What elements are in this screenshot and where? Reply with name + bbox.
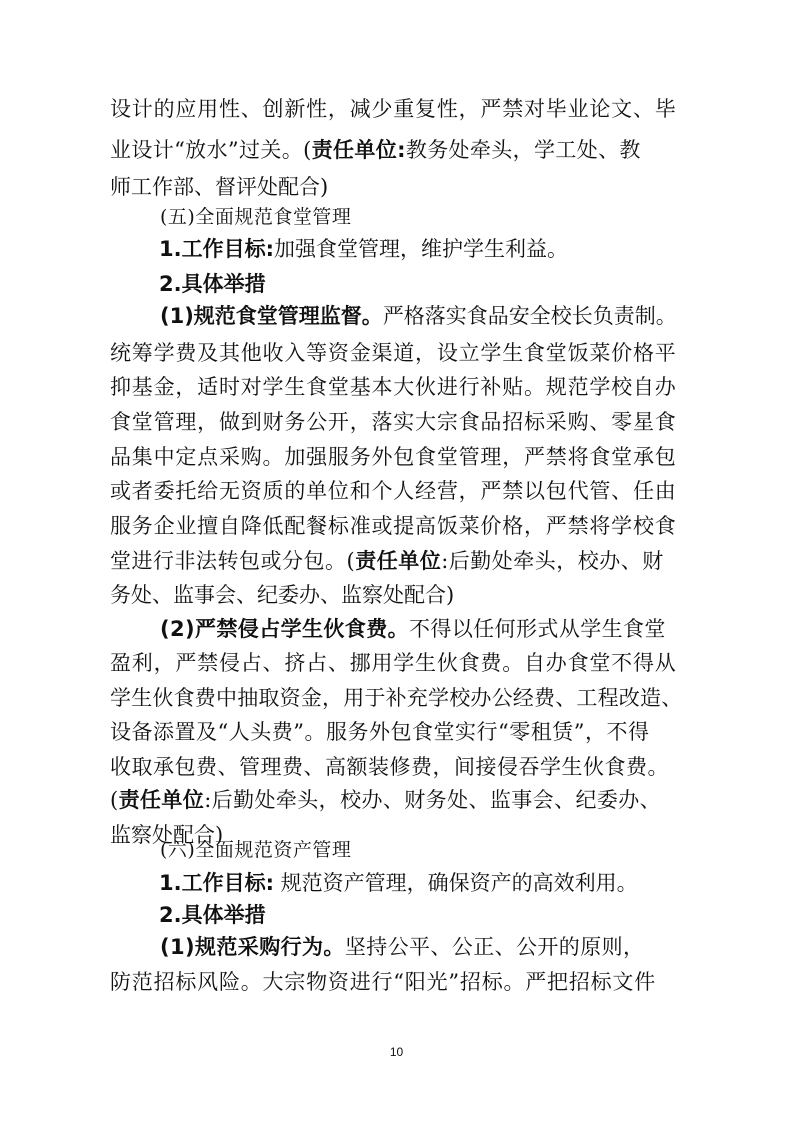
text-run: 设计的应用性、创新性，减少重复性，严禁对毕业论文、毕 [110, 97, 677, 121]
text-run: 收取承包费、管理费、高额装修费，间接侵吞学生伙食费。 [110, 755, 669, 779]
text-run: 堂进行非法转包或分包。( [110, 549, 356, 573]
text-run: 设备添置及“人头费”。服务外包食堂实行“零租赁”，不得 [110, 720, 650, 744]
text-run: 品集中定点采购。加强服务外包食堂管理，严禁将食堂承包 [110, 445, 677, 469]
text-run: ( [110, 788, 119, 812]
body-text-line [160, 301, 677, 331]
work-goal-label: 1.工作目标: [159, 237, 274, 261]
body-text-line [110, 683, 682, 713]
body-text-line [110, 172, 328, 202]
measure-title: (1)规范采购行为。 [160, 935, 345, 959]
text-run: 师工作部、督评处配合) [110, 175, 329, 199]
section-heading [160, 835, 351, 865]
text-run: :后勤处牵头，校办、财务处、监事会、纪委办、 [204, 788, 662, 812]
text-run: 业设计“放水”过关。( [110, 138, 312, 162]
text-run: 教务处牵头，学工处、教 [405, 138, 641, 162]
sub-heading [159, 269, 266, 299]
body-text-line [110, 442, 677, 472]
body-text-line [110, 407, 677, 437]
body-text-line [159, 234, 568, 264]
text-run: 不得以任何形式从学生食堂 [409, 617, 666, 641]
text-run: 监察处配合) [110, 823, 224, 847]
body-text-line [160, 932, 644, 962]
text-run: 坚持公平、公正、公开的原则， [344, 935, 645, 959]
text-run: (五)全面规范食堂管理 [160, 206, 352, 228]
text-run: 2.具体举措 [159, 903, 266, 927]
body-text-line [110, 580, 454, 610]
body-text-line [110, 372, 677, 402]
responsible-unit-label: 责任单位 [355, 549, 442, 573]
text-run: 或者委托给无资质的单位和个人经营，严禁以包代管、任由 [110, 479, 677, 503]
body-text-line [110, 338, 677, 368]
body-text-line [110, 717, 649, 747]
body-text-line [110, 967, 656, 997]
measure-title: (2)严禁侵占学生伙食费。 [160, 617, 410, 641]
section-heading [160, 202, 351, 232]
text-run: 防范招标风险。大宗物资进行“阳光”招标。严把招标文件 [110, 970, 657, 994]
text-run: 严格落实食品安全校长负责制。 [382, 304, 677, 328]
body-text-line [110, 135, 641, 165]
text-run: 食堂管理，做到财务公开，落实大宗食品招标采购、零星食 [110, 410, 677, 434]
responsible-unit-label: 责任单位: [311, 138, 406, 162]
body-text-line [110, 752, 669, 782]
body-text-line [110, 546, 664, 576]
text-run: 抑基金，适时对学生食堂基本大伙进行补贴。规范学校自办 [110, 375, 677, 399]
body-text-line [160, 614, 666, 644]
page-number: 10 [389, 1045, 404, 1059]
text-run: 务处、监事会、纪委办、监察处配合) [110, 583, 455, 607]
body-text-line [110, 511, 677, 541]
body-text-line [110, 94, 677, 124]
text-run: :后勤处牵头，校办、财 [441, 549, 664, 573]
text-run: 服务企业擅自降低配餐标准或提高饭菜价格，严禁将学校食 [110, 514, 677, 538]
text-run: 加强食堂管理，维护学生利益。 [274, 237, 568, 261]
sub-heading [159, 900, 266, 930]
text-run: 学生伙食费中抽取资金，用于补充学校办公经费、工程改造、 [110, 686, 683, 710]
body-text-line [110, 476, 677, 506]
measure-title: (1)规范食堂管理监督。 [160, 304, 383, 328]
body-text-line [110, 648, 677, 678]
text-run: 2.具体举措 [159, 272, 266, 296]
text-run: 规范资产管理，确保资产的高效利用。 [274, 871, 638, 895]
body-text-line [159, 868, 638, 898]
text-run: (六)全面规范资产管理 [160, 839, 352, 861]
body-text-line [110, 785, 661, 815]
text-run: 盈利，严禁侵占、挤占、挪用学生伙食费。自办食堂不得从 [110, 651, 677, 675]
work-goal-label: 1.工作目标: [159, 871, 274, 895]
responsible-unit-label: 责任单位 [118, 788, 205, 812]
text-run: 统筹学费及其他收入等资金渠道，设立学生食堂饭菜价格平 [110, 341, 677, 365]
